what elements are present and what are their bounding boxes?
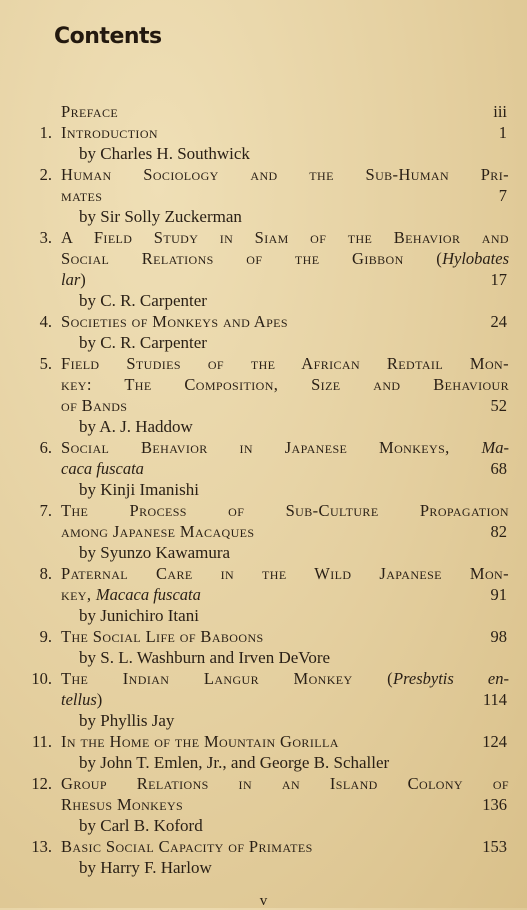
page-number: 124: [482, 732, 507, 751]
toc-line: [0, 563, 527, 584]
page-number-footer: v: [259, 893, 268, 909]
page-number: iii: [493, 102, 507, 121]
chapter-number: 13.: [31, 837, 52, 856]
page-number: 82: [490, 522, 507, 541]
toc-line: [0, 773, 527, 794]
page-number: 91: [490, 585, 507, 604]
chapter-number: 12.: [31, 774, 52, 793]
toc-line: [0, 605, 527, 626]
chapter-number: 8.: [39, 564, 52, 583]
chapter-number: 11.: [31, 732, 52, 751]
chapter-number: 5.: [39, 354, 52, 373]
chapter-title-line: Social Relations of the Gibbon (Hylobates: [61, 249, 509, 268]
scientific-name: Ma-: [481, 438, 509, 457]
chapter-title-line: Preface: [61, 102, 119, 121]
toc-line: [0, 668, 527, 689]
toc-line: [0, 311, 527, 332]
chapter-number: 7.: [39, 501, 52, 520]
chapter-title-line: Paternal Care in the Wild Japanese Mon-: [61, 564, 509, 583]
toc-line: [0, 521, 527, 542]
toc-line: [0, 206, 527, 227]
toc-line: [0, 122, 527, 143]
chapter-title-line: tellus): [61, 690, 103, 709]
toc-line: [0, 269, 527, 290]
chapter-title-line: Human Sociology and the Sub-Human Pri-: [61, 165, 509, 184]
page-number: 114: [482, 690, 507, 709]
toc-line: [0, 374, 527, 395]
chapter-title-line: In the Home of the Mountain Gorilla: [61, 732, 339, 751]
page-number: 17: [490, 270, 507, 289]
chapter-number: 4.: [39, 312, 52, 331]
chapter-author: by Phyllis Jay: [79, 711, 175, 730]
chapter-title-line: Social Behavior in Japanese Monkeys, Ma-: [61, 438, 509, 457]
page-number: 153: [482, 837, 507, 856]
chapter-title-line: A Field Study in Siam of the Behavior and: [61, 228, 509, 247]
toc-line: [0, 395, 527, 416]
toc-line: [0, 353, 527, 374]
toc-line: [0, 500, 527, 521]
toc-entry: [0, 773, 527, 836]
chapter-title-line: The Social Life of Baboons: [61, 627, 264, 646]
chapter-number: 1.: [39, 123, 52, 142]
toc-entry: [0, 668, 527, 731]
toc-entry: [0, 101, 527, 122]
chapter-title-line: The Process of Sub-Culture Propagation: [61, 501, 509, 520]
chapter-author: by Carl B. Koford: [79, 816, 203, 835]
toc-entry: [0, 836, 527, 878]
chapter-author: by A. J. Haddow: [79, 417, 193, 436]
chapter-title-line: lar): [61, 270, 87, 289]
toc-line: [0, 164, 527, 185]
chapter-author: by Kinji Imanishi: [79, 480, 199, 499]
scientific-name: Hylobates: [442, 249, 509, 268]
scientific-name: tellus: [61, 690, 97, 709]
toc-line: [0, 101, 527, 122]
toc-entry: [0, 164, 527, 227]
toc-line: [0, 584, 527, 605]
toc-line: [0, 815, 527, 836]
chapter-author: by Charles H. Southwick: [79, 144, 250, 163]
chapter-title-line: Societies of Monkeys and Apes: [61, 312, 288, 331]
chapter-title-line: The Indian Langur Monkey (Presbytis en-: [61, 669, 509, 688]
toc-line: [0, 857, 527, 878]
toc-entry: [0, 563, 527, 626]
page-number: 68: [490, 459, 507, 478]
chapter-number: 3.: [39, 228, 52, 247]
page-number: 7: [498, 186, 507, 205]
chapter-title-line: among Japanese Macaques: [61, 522, 255, 541]
toc-line: [0, 185, 527, 206]
chapter-author: by C. R. Carpenter: [79, 291, 207, 310]
page-number: 24: [490, 312, 507, 331]
chapter-author: by Sir Solly Zuckerman: [79, 207, 242, 226]
toc-line: [0, 794, 527, 815]
page-title: Contents: [54, 24, 162, 49]
toc-entry: [0, 311, 527, 353]
chapter-number: 9.: [39, 627, 52, 646]
chapter-title-line: Basic Social Capacity of Primates: [61, 837, 313, 856]
page-number: 98: [490, 627, 507, 646]
toc-line: [0, 290, 527, 311]
toc-line: [0, 437, 527, 458]
toc-entry: [0, 122, 527, 164]
toc-line: [0, 731, 527, 752]
chapter-title-line: key, Macaca fuscata: [61, 585, 201, 604]
chapter-author: by S. L. Washburn and Irven DeVore: [79, 648, 331, 667]
page-number: 52: [490, 396, 507, 415]
toc-line: [0, 647, 527, 668]
toc-entry: [0, 227, 527, 311]
toc-line: [0, 710, 527, 731]
chapter-title-line: Rhesus Monkeys: [61, 795, 184, 814]
chapter-title-line: Group Relations in an Island Colony of: [61, 774, 509, 793]
toc-entry: [0, 500, 527, 563]
toc-line: [0, 458, 527, 479]
chapter-title-line: mates: [61, 186, 103, 205]
toc-entry: [0, 626, 527, 668]
chapter-author: by Harry F. Harlow: [79, 858, 212, 877]
toc-line: [0, 332, 527, 353]
toc-entry: [0, 353, 527, 437]
toc-line: [0, 248, 527, 269]
chapter-author: by Syunzo Kawamura: [79, 543, 231, 562]
scientific-name: lar: [61, 270, 81, 289]
chapter-author: by C. R. Carpenter: [79, 333, 207, 352]
toc-line: [0, 542, 527, 563]
toc-line: [0, 689, 527, 710]
toc-entry: [0, 437, 527, 500]
chapter-title-line: Introduction: [61, 123, 158, 142]
scientific-name: Macaca fuscata: [95, 585, 201, 604]
toc-line: [0, 416, 527, 437]
toc-line: [0, 626, 527, 647]
chapter-title-line: key: The Composition, Size and Behaviour: [61, 375, 509, 394]
chapter-title-line: Field Studies of the African Redtail Mon-: [61, 354, 509, 373]
toc-line: [0, 143, 527, 164]
chapter-number: 6.: [39, 438, 52, 457]
toc-entry: [0, 731, 527, 773]
scientific-name: caca fuscata: [61, 459, 144, 478]
toc-line: [0, 752, 527, 773]
chapter-author: by Junichiro Itani: [79, 606, 199, 625]
page-number: 1: [498, 123, 507, 142]
table-of-contents: [0, 101, 527, 878]
chapter-title-line: of Bands: [61, 396, 128, 415]
chapter-number: 2.: [39, 165, 52, 184]
chapter-author: by John T. Emlen, Jr., and George B. Schaller: [79, 753, 390, 772]
page-number: 136: [482, 795, 507, 814]
chapter-number: 10.: [31, 669, 52, 688]
toc-line: [0, 836, 527, 857]
toc-line: [0, 479, 527, 500]
toc-line: [0, 227, 527, 248]
scientific-name: Presbytis en-: [393, 669, 509, 688]
chapter-title-line: [61, 458, 457, 479]
